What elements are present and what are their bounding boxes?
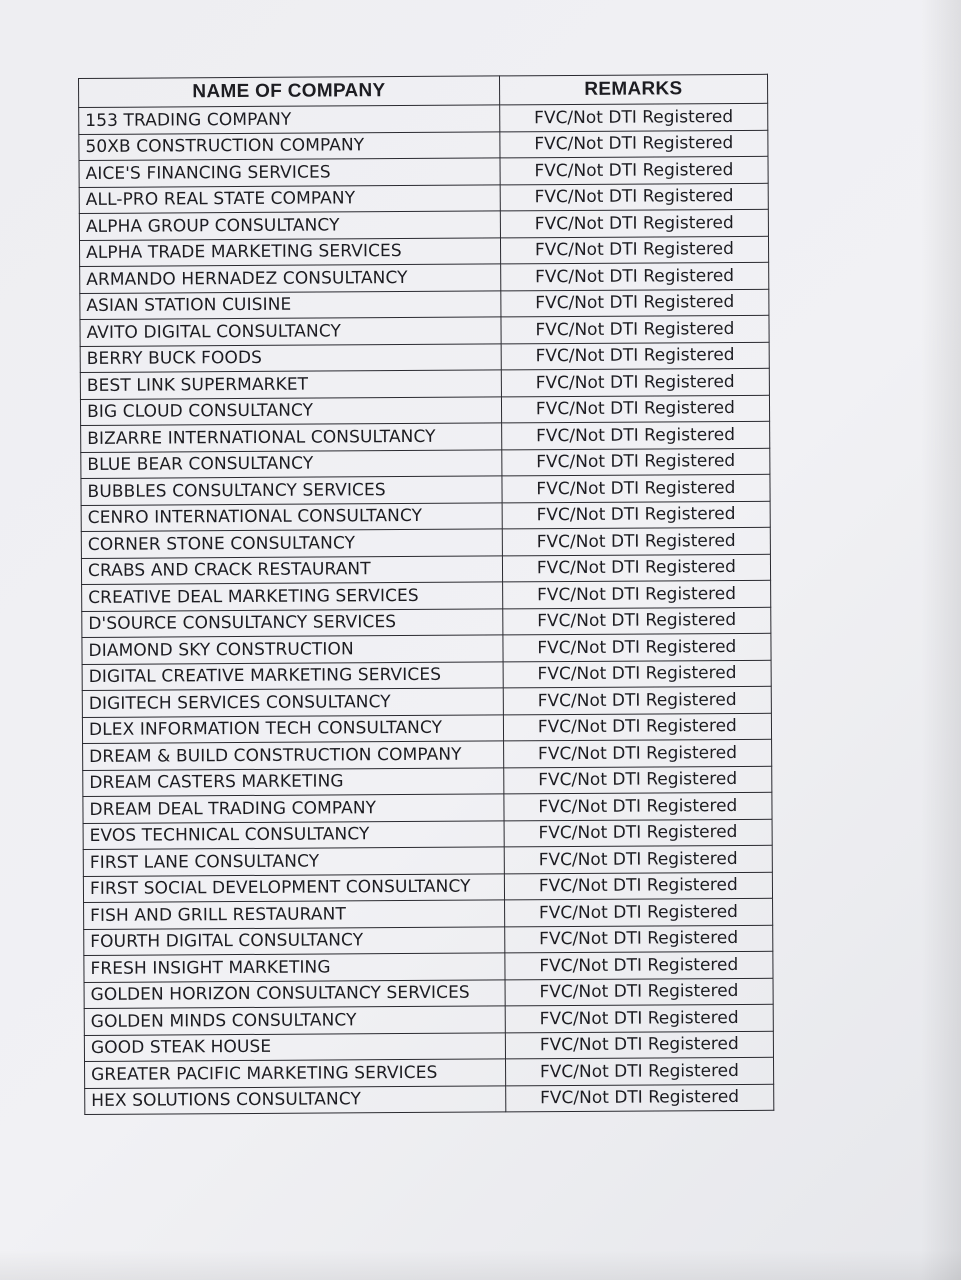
remarks-cell: FVC/Not DTI Registered [504,898,772,926]
page-bottom-shadow [0,1250,961,1280]
company-name-cell: FISH AND GRILL RESTAURANT [84,900,505,929]
company-name-cell: BIZARRE INTERNATIONAL CONSULTANCY [81,423,502,452]
company-name-cell: FIRST SOCIAL DEVELOPMENT CONSULTANCY [83,873,504,902]
table-row [84,1004,773,1035]
company-name-cell: 50XB CONSTRUCTION COMPANY [79,131,500,160]
company-name-cell: GOOD STEAK HOUSE [84,1032,505,1061]
company-name-cell: ARMANDO HERNADEZ CONSULTANCY [80,264,501,293]
company-name-cell: BIG CLOUD CONSULTANCY [80,396,501,425]
remarks-cell: FVC/Not DTI Registered [504,819,772,847]
company-name-cell: FRESH INSIGHT MARKETING [84,953,505,982]
company-name-cell: FOURTH DIGITAL CONSULTANCY [84,926,505,955]
table-row [79,209,768,240]
table-row [82,633,771,664]
company-name-cell: DIGITAL CREATIVE MARKETING SERVICES [82,661,503,690]
table-row [80,368,769,399]
table-row [84,1031,773,1062]
company-name-cell: HEX SOLUTIONS CONSULTANCY [85,1085,506,1114]
remarks-cell: FVC/Not DTI Registered [505,1004,773,1032]
company-name-cell: 153 TRADING COMPANY [79,105,500,134]
table-row [82,607,771,638]
company-name-cell: CENRO INTERNATIONAL CONSULTANCY [81,502,502,531]
remarks-cell: FVC/Not DTI Registered [504,925,772,953]
remarks-cell: FVC/Not DTI Registered [500,183,768,211]
company-name-cell: DIGITECH SERVICES CONSULTANCY [82,688,503,717]
remarks-cell: FVC/Not DTI Registered [501,315,769,343]
company-name-cell: CREATIVE DEAL MARKETING SERVICES [82,582,503,611]
table-row [82,660,771,691]
table-row [84,978,773,1009]
remarks-cell: FVC/Not DTI Registered [502,527,770,555]
remarks-cell: FVC/Not DTI Registered [505,1057,773,1085]
table-row [81,554,770,585]
remarks-cell: FVC/Not DTI Registered [501,421,769,449]
table-row [82,580,771,611]
table-row [79,236,768,267]
header-name-of-company: NAME OF COMPANY [79,76,500,108]
table-row [85,1057,774,1088]
remarks-cell: FVC/Not DTI Registered [504,872,772,900]
remarks-cell: FVC/Not DTI Registered [504,792,772,820]
remarks-cell: FVC/Not DTI Registered [502,554,770,582]
table-row [83,845,772,876]
company-name-cell: DREAM CASTERS MARKETING [83,767,504,796]
table-row [79,130,768,161]
page-edge-shadow [921,0,961,1280]
company-table-container [78,74,774,1115]
table-row [83,766,772,797]
table-row [80,289,769,320]
table-row [83,819,772,850]
remarks-cell: FVC/Not DTI Registered [503,766,771,794]
remarks-cell: FVC/Not DTI Registered [502,580,770,608]
table-row [80,395,769,426]
table-row [81,527,770,558]
company-name-cell: CORNER STONE CONSULTANCY [81,529,502,558]
remarks-cell: FVC/Not DTI Registered [500,236,768,264]
company-remarks-table [78,74,774,1115]
remarks-cell: FVC/Not DTI Registered [502,474,770,502]
table-row [83,792,772,823]
table-row [79,103,768,134]
remarks-cell: FVC/Not DTI Registered [503,660,771,688]
table-body [79,103,774,1114]
table-row [80,262,769,293]
remarks-cell: FVC/Not DTI Registered [501,395,769,423]
remarks-cell: FVC/Not DTI Registered [501,342,769,370]
company-name-cell: DREAM DEAL TRADING COMPANY [83,794,504,823]
table-row [81,501,770,532]
remarks-cell: FVC/Not DTI Registered [499,103,767,131]
table-row [80,342,769,373]
remarks-cell: FVC/Not DTI Registered [500,209,768,237]
company-name-cell: DREAM & BUILD CONSTRUCTION COMPANY [83,741,504,770]
remarks-cell: FVC/Not DTI Registered [504,845,772,873]
table-row [81,474,770,505]
table-row [82,686,771,717]
company-name-cell: AVITO DIGITAL CONSULTANCY [80,317,501,346]
table-row [85,1084,774,1115]
table-row [83,872,772,903]
remarks-cell: FVC/Not DTI Registered [500,156,768,184]
company-name-cell: GREATER PACIFIC MARKETING SERVICES [85,1059,506,1088]
company-name-cell: ALL-PRO REAL STATE COMPANY [79,184,500,213]
remarks-cell: FVC/Not DTI Registered [501,448,769,476]
header-remarks: REMARKS [499,74,767,105]
company-name-cell: GOLDEN MINDS CONSULTANCY [84,1006,505,1035]
remarks-cell: FVC/Not DTI Registered [501,289,769,317]
company-name-cell: GOLDEN HORIZON CONSULTANCY SERVICES [84,979,505,1008]
table-row [80,315,769,346]
remarks-cell: FVC/Not DTI Registered [503,713,771,741]
company-name-cell: BUBBLES CONSULTANCY SERVICES [81,476,502,505]
table-row [79,156,768,187]
company-name-cell: ASIAN STATION CUISINE [80,290,501,319]
remarks-cell: FVC/Not DTI Registered [505,1031,773,1059]
remarks-cell: FVC/Not DTI Registered [501,368,769,396]
company-name-cell: DLEX INFORMATION TECH CONSULTANCY [82,714,503,743]
table-row [84,898,773,929]
remarks-cell: FVC/Not DTI Registered [502,501,770,529]
company-name-cell: FIRST LANE CONSULTANCY [83,847,504,876]
table-header-row [79,74,768,107]
remarks-cell: FVC/Not DTI Registered [505,978,773,1006]
company-name-cell: EVOS TECHNICAL CONSULTANCY [83,820,504,849]
company-name-cell: BEST LINK SUPERMARKET [80,370,501,399]
remarks-cell: FVC/Not DTI Registered [500,262,768,290]
table-row [82,713,771,744]
table-row [81,421,770,452]
company-name-cell: ALPHA GROUP CONSULTANCY [79,211,500,240]
table-row [81,448,770,479]
remarks-cell: FVC/Not DTI Registered [503,739,771,767]
company-name-cell: ALPHA TRADE MARKETING SERVICES [79,237,500,266]
company-name-cell: AICE'S FINANCING SERVICES [79,158,500,187]
company-name-cell: BLUE BEAR CONSULTANCY [81,449,502,478]
table-row [83,739,772,770]
remarks-cell: FVC/Not DTI Registered [503,633,771,661]
company-name-cell: BERRY BUCK FOODS [80,343,501,372]
table-row [84,951,773,982]
company-name-cell: DIAMOND SKY CONSTRUCTION [82,635,503,664]
table-row [79,183,768,214]
remarks-cell: FVC/Not DTI Registered [500,130,768,158]
company-name-cell: D'SOURCE CONSULTANCY SERVICES [82,608,503,637]
table-row [84,925,773,956]
remarks-cell: FVC/Not DTI Registered [505,1084,773,1112]
remarks-cell: FVC/Not DTI Registered [503,686,771,714]
remarks-cell: FVC/Not DTI Registered [505,951,773,979]
company-name-cell: CRABS AND CRACK RESTAURANT [81,555,502,584]
remarks-cell: FVC/Not DTI Registered [502,607,770,635]
